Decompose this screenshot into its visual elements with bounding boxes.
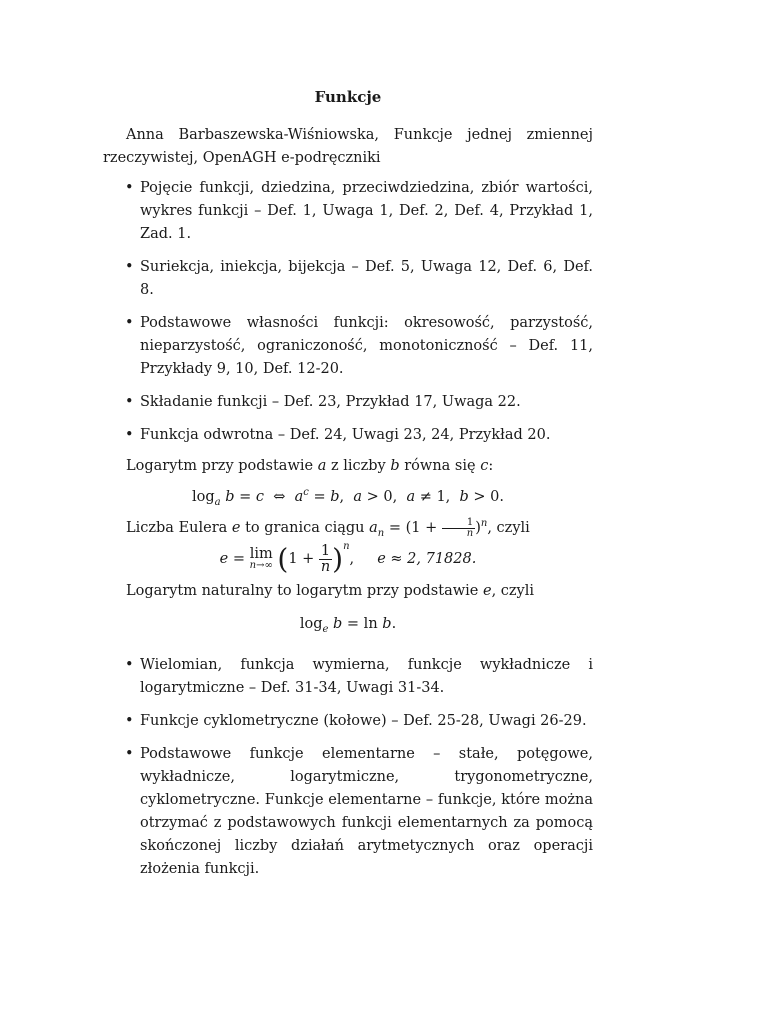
bullet-icon: • xyxy=(125,427,134,443)
document-page xyxy=(103,88,593,881)
bullet-icon: • xyxy=(125,394,134,410)
list-item: • Podstawowe własności funkcji: okresowość, parzystość, nieparzystość, ograniczoność, monotoniczność – Def. 11, Przykłady 9, 10, Def. 12-20. xyxy=(103,312,593,381)
euler-formula: e = lim n→∞ (1 + $\frac{1}{n}$ )$^n$, e ≈ 2, 71828. xyxy=(219,541,477,576)
source-reference: Anna Barbaszewska-Wiśniowska, Funkcje jednej zmiennej rzeczywistej, OpenAGH e-podręczniki xyxy=(103,127,593,166)
list-item: • Wielomian, funkcja wymierna, funkcje wykładnicze i logarytmiczne – Def. 31-34, Uwagi 31-34. xyxy=(103,654,593,700)
bullet-icon: • xyxy=(125,259,134,275)
topic-list-2 xyxy=(103,654,593,881)
euler-definition-text: Liczba Eulera e to granica ciągu $a_n = (1$ + $\frac{1}{n}$ )$^n$, czyli xyxy=(126,516,530,539)
page-title: Funkcje xyxy=(314,88,382,106)
bullet-icon: • xyxy=(125,180,134,196)
ln-definition-text: Logarytm naturalny to logarytm przy podstawie e, czyli xyxy=(126,583,535,599)
list-item: • Podstawowe funkcje elementarne – stałe, potęgowe, wykładnicze, logarytmiczne, trygonometryczne, cyklometryczne. Funkcje elementarne – funkcje, które można otrzymać z podstawowych funkcji elementarnych za pomocą skończonej liczby działań arytmetycznych oraz operacji złożenia funkcji. xyxy=(103,743,593,881)
topic-list-1 xyxy=(103,177,593,447)
log-formula: $\log_a b = c$ ⇔ $a^c = b$, a > 0, a ≠ 1, b > 0. xyxy=(191,487,505,508)
bullet-icon: • xyxy=(125,315,134,331)
bullet-icon: • xyxy=(125,657,134,673)
log-definition-text: Logarytm przy podstawie a z liczby b równa się c: xyxy=(126,458,494,474)
list-item: • Suriekcja, iniekcja, bijekcja – Def. 5, Uwaga 12, Def. 6, Def. 8. xyxy=(103,256,593,302)
bullet-icon: • xyxy=(125,746,134,762)
bullet-icon: • xyxy=(125,713,134,729)
ln-formula: $\log_e b = \ln b$. xyxy=(299,616,397,635)
list-item: • Pojęcie funkcji, dziedzina, przeciwdziedzina, zbiór wartości, wykres funkcji – Def. 1, Uwaga 1, Def. 2, Def. 4, Przykład 1, Zad. 1. xyxy=(103,177,593,246)
list-item: • Funkcja odwrotna – Def. 24, Uwagi 23, 24, Przykład 20. xyxy=(103,424,593,447)
list-item: • Funkcje cyklometryczne (kołowe) – Def. 25-28, Uwagi 26-29. xyxy=(103,710,593,733)
list-item: • Składanie funkcji – Def. 23, Przykład 17, Uwaga 22. xyxy=(103,391,593,414)
